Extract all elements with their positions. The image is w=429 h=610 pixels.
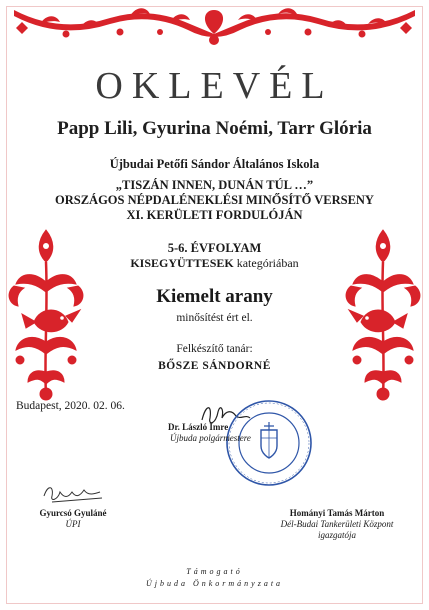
mayor-title: Újbuda polgármestere xyxy=(170,433,251,443)
sponsor-name: Újbuda Önkormányzata xyxy=(145,579,284,588)
mayor-name: Dr. László Imre xyxy=(168,422,229,432)
competition-subtitle: ORSZÁGOS NÉPDALÉNEKLÉSI MINŐSÍTŐ VERSENY xyxy=(55,193,374,207)
category-line xyxy=(0,256,429,271)
right-signatory-title: igazgatója xyxy=(317,530,356,540)
left-signatory-name: Gyurcsó Gyuláné xyxy=(39,508,107,518)
top-folk-border-ornament xyxy=(0,4,429,54)
diploma-title: OKLEVÉL xyxy=(95,65,334,107)
left-signatory-title: ÚPI xyxy=(65,519,81,529)
competition-title: „TISZÁN INNEN, DUNÁN TÚL …” xyxy=(115,178,314,192)
left-signature xyxy=(40,480,110,506)
right-signatory-name: Hományi Tamás Márton xyxy=(289,508,385,518)
official-stamp xyxy=(224,398,314,488)
award-subtext: minősítést ért el. xyxy=(176,312,253,324)
recipients-names: Papp Lili, Gyurina Noémi, Tarr Glória xyxy=(57,118,372,139)
category-name: KISEGYÜTTESEK xyxy=(130,256,234,270)
teacher-label: Felkészítő tanár: xyxy=(176,343,253,355)
right-signatory-org: Dél-Budai Tankerületi Központ xyxy=(280,519,394,529)
award-level: Kiemelt arany xyxy=(156,286,273,307)
category-suffix: kategóriában xyxy=(233,256,299,270)
school-name: Újbudai Petőfi Sándor Általános Iskola xyxy=(109,157,320,171)
issue-date: Budapest, 2020. 02. 06. xyxy=(16,400,125,412)
grade-level: 5-6. ÉVFOLYAM xyxy=(167,241,262,255)
competition-round: XI. KERÜLETI FORDULÓJÁN xyxy=(126,208,303,222)
teacher-name: BŐSZE SÁNDORNÉ xyxy=(158,360,271,372)
sponsor-label: Támogató xyxy=(186,567,243,576)
